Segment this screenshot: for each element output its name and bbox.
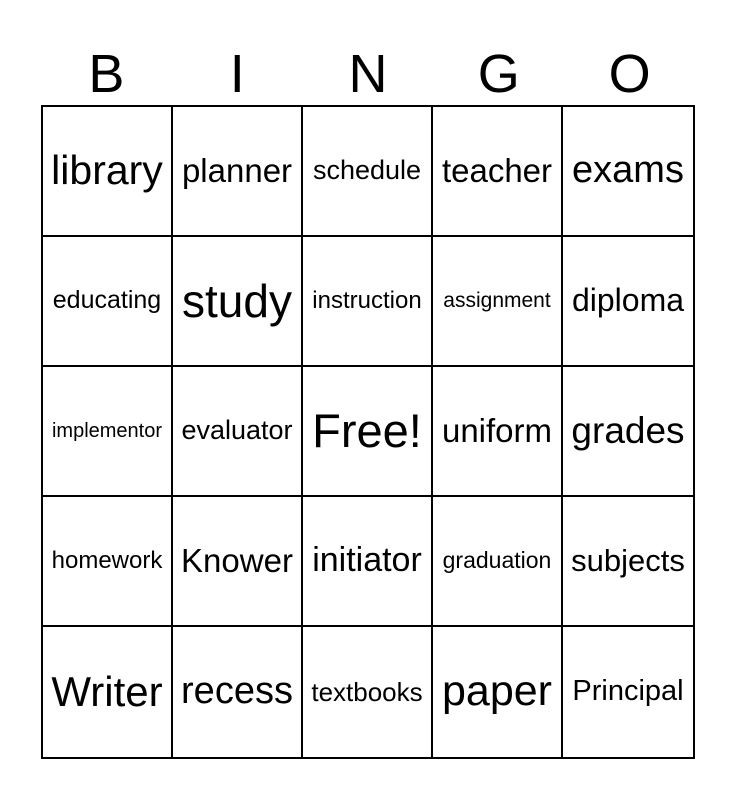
bingo-cell[interactable] [563, 107, 693, 237]
bingo-grid [41, 105, 695, 759]
bingo-cell-label: library [51, 147, 163, 194]
bingo-cell[interactable] [173, 237, 303, 367]
bingo-cell-label: homework [51, 546, 163, 574]
bingo-cell-free[interactable] [303, 367, 433, 497]
bingo-cell-label: exams [572, 149, 684, 192]
bingo-cell-label: Knower [181, 541, 293, 579]
bingo-cell[interactable] [433, 237, 563, 367]
bingo-cell-label: instruction [312, 286, 422, 314]
bingo-cell[interactable] [433, 367, 563, 497]
bingo-cell[interactable] [303, 627, 433, 757]
bingo-title [41, 39, 695, 104]
bingo-cell[interactable] [173, 367, 303, 497]
bingo-cell[interactable] [563, 497, 693, 627]
bingo-cell-label: teacher [441, 151, 553, 189]
bingo-cell[interactable] [303, 237, 433, 367]
bingo-cell-label: schedule [312, 155, 422, 186]
bingo-cell[interactable] [303, 497, 433, 627]
bingo-cell-label: initiator [312, 541, 422, 580]
bingo-cell-label: paper [442, 667, 552, 716]
bingo-cell[interactable] [173, 497, 303, 627]
bingo-cell-label: graduation [442, 547, 552, 574]
bingo-cell-label: subjects [571, 542, 685, 578]
bingo-cell[interactable] [563, 367, 693, 497]
bingo-cell[interactable] [433, 497, 563, 627]
bingo-header-letter-g: G [477, 44, 520, 104]
bingo-cell-label: uniform [441, 411, 553, 449]
bingo-cell-label: study [182, 274, 292, 327]
bingo-cell[interactable] [43, 367, 173, 497]
bingo-header-letter-n: N [348, 44, 388, 104]
bingo-cell-label: diploma [571, 282, 685, 319]
bingo-cell-label: evaluator [181, 415, 293, 446]
bingo-cell-label: recess [181, 670, 293, 713]
bingo-cell[interactable] [563, 627, 693, 757]
bingo-cell[interactable] [173, 627, 303, 757]
bingo-header-letter-o: O [608, 44, 651, 104]
bingo-cell[interactable] [433, 627, 563, 757]
bingo-cell-label: educating [52, 286, 162, 315]
bingo-cell[interactable] [563, 237, 693, 367]
bingo-card [41, 0, 695, 759]
bingo-cell[interactable] [173, 107, 303, 237]
bingo-cell-label: assignment [443, 289, 551, 313]
bingo-cell[interactable] [43, 627, 173, 757]
bingo-cell[interactable] [43, 497, 173, 627]
bingo-cell-label: textbooks [311, 676, 423, 707]
bingo-header-letter-b: B [88, 44, 125, 104]
bingo-cell-label: implementor [51, 420, 163, 442]
bingo-cell[interactable] [433, 107, 563, 237]
bingo-cell[interactable] [303, 107, 433, 237]
bingo-cell-label: planner [181, 151, 293, 189]
bingo-cell-label: Principal [572, 675, 684, 708]
bingo-cell[interactable] [43, 237, 173, 367]
bingo-cell-label: Writer [51, 667, 163, 715]
bingo-cell[interactable] [43, 107, 173, 237]
bingo-header-letter-i: I [229, 44, 245, 104]
bingo-cell-label: grades [571, 409, 685, 451]
bingo-cell-label: Free! [312, 404, 422, 458]
